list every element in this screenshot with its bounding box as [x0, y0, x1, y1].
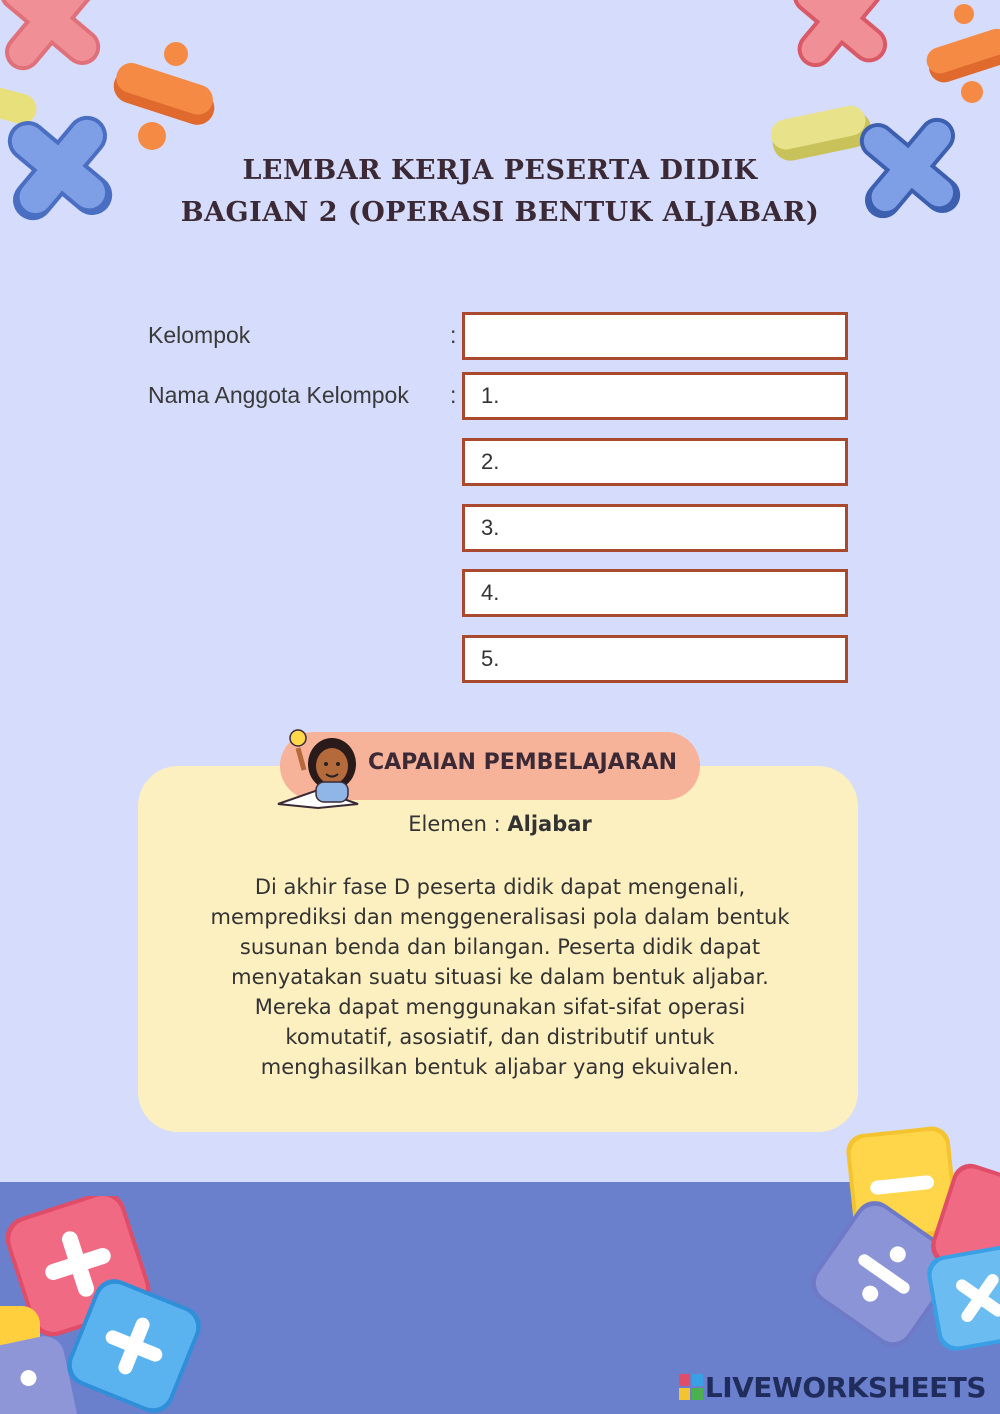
- member-number: 5.: [481, 646, 500, 671]
- colon: :: [450, 382, 457, 408]
- multiply-icon: [924, 1242, 1000, 1353]
- capaian-description: Di akhir fase D peserta didik dapat mengenali, memprediksi dan menggeneralisasi pola dalam bentuk susunan benda dan bilangan. Peserta didik dapat menyatakan suatu situasi ke dalam bentuk aljabar. Mereka dapat menggunakan sifat-sifat operasi komutatif, asosiatif, dan distributif untuk menghasilkan bentuk aljabar yang ekuivalen.: [210, 875, 790, 1079]
- title-line-2: BAGIAN 2 (OPERASI BENTUK ALJABAR): [180, 197, 820, 228]
- kelompok-field[interactable]: [462, 312, 848, 360]
- member-field-4[interactable]: [462, 569, 848, 617]
- colon: :: [450, 322, 457, 348]
- page-title: [0, 150, 1000, 234]
- plus-icon: [761, 0, 919, 99]
- member-number: 2.: [481, 449, 500, 474]
- divide-icon: [0, 1333, 81, 1414]
- elemen-label: Elemen :: [408, 812, 508, 836]
- capaian-title: CAPAIAN PEMBELAJARAN: [368, 750, 678, 775]
- live-icon: [679, 1374, 703, 1400]
- anggota-label: Nama Anggota Kelompok: [148, 382, 409, 408]
- minus-icon: [0, 81, 40, 128]
- member-number: 3.: [481, 515, 500, 540]
- title-line-1: LEMBAR KERJA PESERTA DIDIK: [242, 155, 758, 186]
- member-field-1[interactable]: [462, 372, 848, 420]
- member-field-2[interactable]: [462, 438, 848, 486]
- brand-text: LIVEWORKSHEETS: [704, 1371, 986, 1404]
- elemen-value: Aljabar: [507, 812, 592, 836]
- math-tiles-bottom-left: [0, 1196, 230, 1414]
- member-field-5[interactable]: [462, 635, 848, 683]
- minus-icon: [109, 42, 218, 150]
- member-field-3[interactable]: [462, 504, 848, 552]
- math-tiles-bottom-right: [800, 1120, 1000, 1414]
- kelompok-label: Kelompok: [148, 322, 251, 348]
- member-number: 4.: [481, 580, 500, 605]
- minus-icon: [923, 4, 1000, 103]
- elemen-line: [0, 812, 1000, 836]
- student-illustration: [272, 724, 364, 810]
- liveworksheets-logo: [679, 1371, 986, 1404]
- member-number: 1.: [481, 383, 500, 408]
